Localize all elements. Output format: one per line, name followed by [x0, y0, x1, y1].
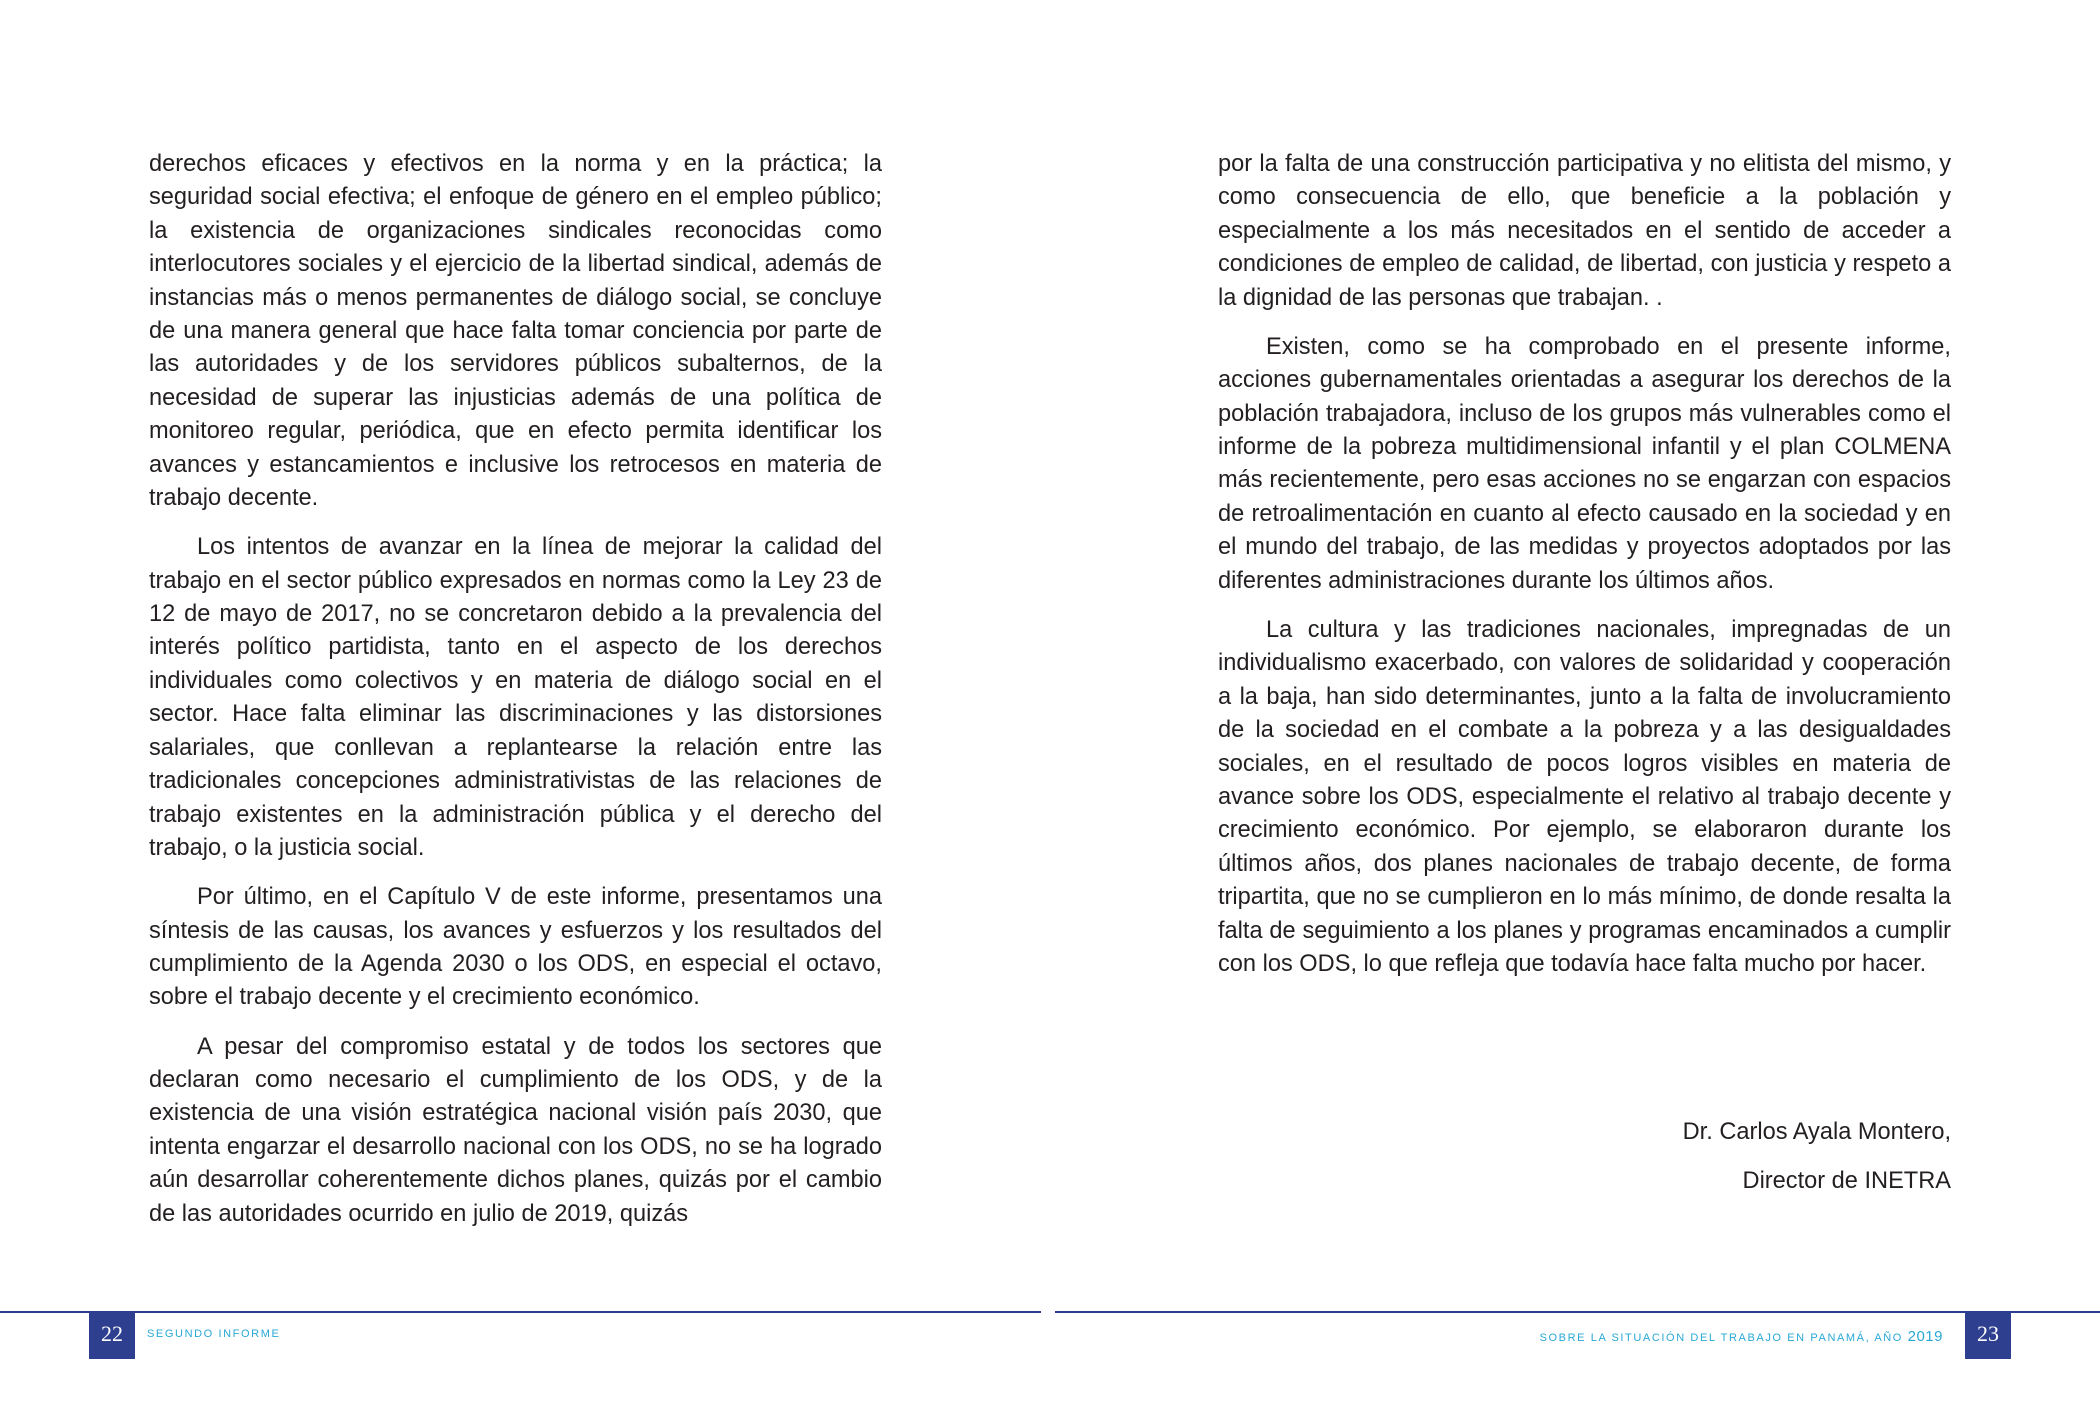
right-paragraph-1: por la falta de una construcción participativa y no elitista del mismo, y como consecuencia de ello, que beneficie a la población y especialmente a los más necesitados en el sentido de acceder a condiciones de empleo de calidad, de libertad, con justicia y respeto a la dignidad de las personas que trabajan. . — [1218, 151, 1951, 311]
right-footer-rule — [1055, 1311, 2100, 1313]
left-page-number: 22 — [89, 1313, 135, 1359]
signature-block — [1218, 1116, 1951, 1214]
left-paragraph-4: A pesar del compromiso estatal y de todos los sectores que declaran como necesario el cumplimiento de los ODS, y de la existencia de una visión estratégica nacional visión país 2030, que intenta engarzar el desarrollo nacional con los ODS, no se ha logrado aún desarrollar coherentemente dichos planes, quizás por el cambio de las autoridades ocurrido en julio de 2019, quizás — [149, 1033, 882, 1227]
right-paragraph-3: La cultura y las tradiciones nacionales, impregnadas de un individualismo exacerbado, con valores de solidaridad y cooperación a la baja, han sido determinantes, junto a la falta de involucramiento de la sociedad en el combate a la pobreza y a las desigualdades sociales, en el resultado de pocos logros visibles en materia de avance sobre los ODS, especialmente el relativo al trabajo decente y crecimiento económico. Por ejemplo, se elaboraron durante los últimos años, dos planes nacionales de trabajo decente, de forma tripartita, que no se cumplieron en lo más mínimo, de donde resalta la falta de seguimiento a los planes y programas encaminados a cumplir con los ODS, lo que refleja que todavía hace falta mucho por hacer. — [1218, 616, 1951, 977]
left-paragraph-2: Los intentos de avanzar en la línea de mejorar la calidad del trabajo en el sector público expresados en normas como la Ley 23 de 12 de mayo de 2017, no se concretaron debido a la prevalencia del interés político partidista, tanto en el aspecto de los derechos individuales como colectivos y en materia de diálogo social en el sector. Hace falta eliminar las discriminaciones y las distorsiones salariales, que conllevan a replantearse la relación entre las tradicionales concepciones administrativistas de las relaciones de trabajo existentes en la administración pública y el derecho del trabajo, o la justicia social. — [149, 534, 882, 861]
right-running-footer — [1540, 1328, 1943, 1345]
left-footer-rule — [0, 1311, 1041, 1313]
left-paragraph-1: derechos eficaces y efectivos en la norma y en la práctica; la seguridad social efectiva; el enfoque de género en el empleo público; la existencia de organizaciones sindicales reconocidas como interlocutores sociales y el ejercicio de la libertad sindical, además de instancias más o menos permanentes de diálogo social, se concluye de una manera general que hace falta tomar conciencia por parte de las autoridades y de los servidores públicos subalternos, de la necesidad de superar las injusticias además de una política de monitoreo regular, periódica, que en efecto permita identificar los avances y estancamientos e inclusive los retrocesos en materia de trabajo decente. — [149, 151, 882, 512]
left-paragraph-3: Por último, en el Capítulo V de este informe, presentamos una síntesis de las causas, los avances y esfuerzos y los resultados del cumplimiento de la Agenda 2030 o los ODS, en especial el octavo, sobre el trabajo decente y el crecimiento económico. — [149, 884, 882, 1011]
right-footer-year: 2019 — [1907, 1328, 1943, 1345]
right-text-column — [1218, 148, 1951, 997]
signature-name: Dr. Carlos Ayala Montero, — [1682, 1119, 1951, 1145]
right-footer-label: SOBRE LA SITUACIÓN DEL TRABAJO EN PANAMÁ, AÑO — [1539, 1332, 1903, 1344]
left-running-footer: SEGUNDO INFORME — [147, 1328, 281, 1340]
right-page — [1050, 0, 2100, 1425]
left-text-column — [149, 148, 882, 1247]
signature-title: Director de INETRA — [1742, 1168, 1951, 1194]
right-paragraph-2: Existen, como se ha comprobado en el presente informe, acciones gubernamentales orientadas a asegurar los derechos de la población trabajadora, incluso de los grupos más vulnerables como el informe de la pobreza multidimensional infantil y el plan COLMENA más recientemente, pero esas acciones no se engarzan con espacios de retroalimentación en cuanto al efecto causado en la sociedad y en el mundo del trabajo, de las medidas y proyectos adoptados por las diferentes administraciones durante los últimos años. — [1218, 333, 1951, 594]
right-page-number: 23 — [1965, 1313, 2011, 1359]
